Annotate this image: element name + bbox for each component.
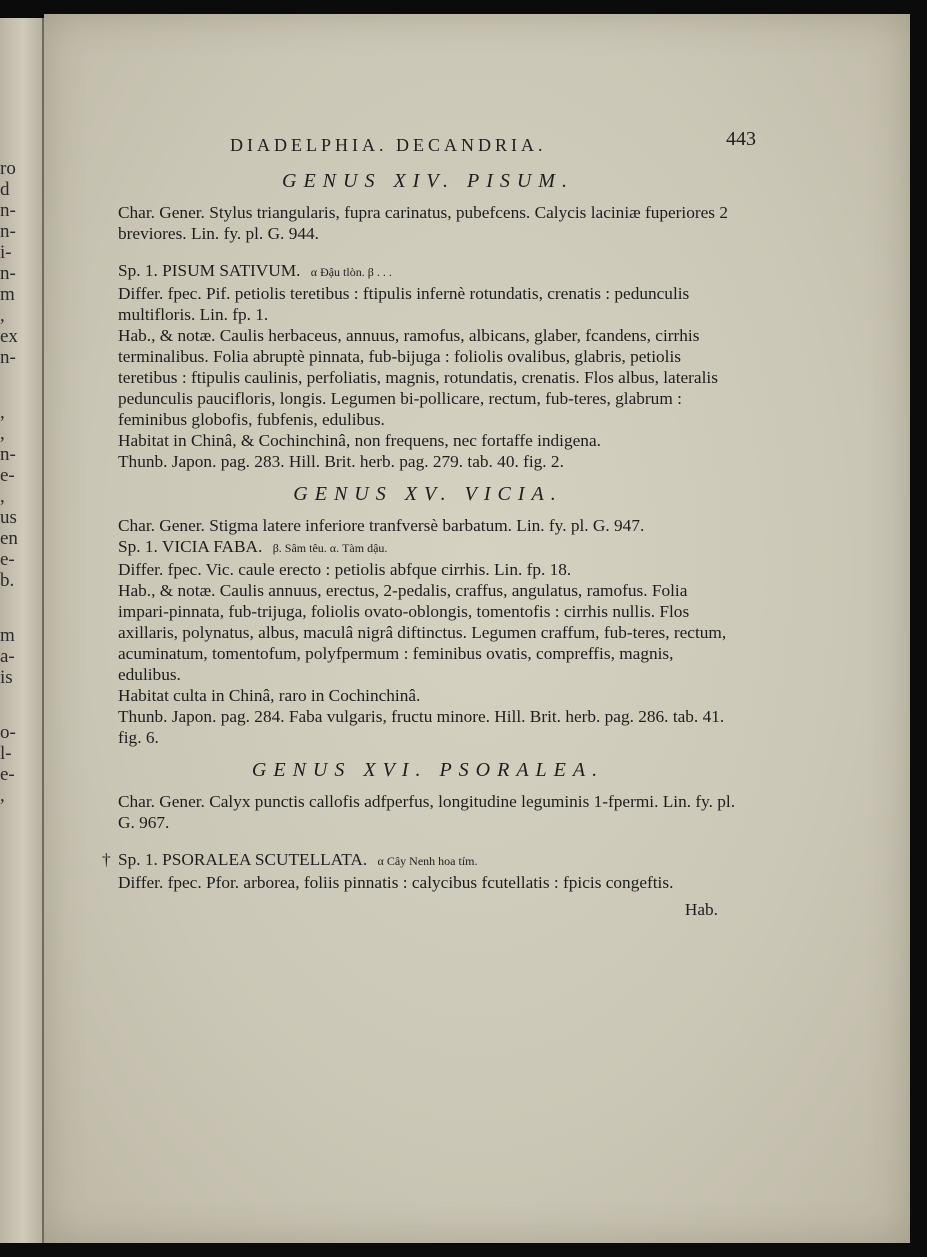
left-page-fragment: n- <box>0 200 16 221</box>
running-title: DIADELPHIA. DECANDRIA. <box>230 135 547 155</box>
catchword: Hab. <box>684 900 718 919</box>
left-page-fragment: n- <box>0 221 16 242</box>
left-page-fragment: , <box>0 402 5 423</box>
left-page-fragment: , <box>0 785 5 806</box>
habitus-notes: Hab., & notæ. Caulis annuus, erectus, 2-pedalis, craffus, angulatus, ramofus. Folia impari-pinnata, fub-trijuga, foliolis ovato-oblongis, tomentofis : cirrhis nullis. Flos axillaris, polynatus, albus, maculâ nigrâ diftinctus. Legumen craffum, fub-teres, rectum, acuminatum, tomentofum, polyfpermum : feminibus ovatis, compreffis, magnis, edulibus. <box>118 581 727 684</box>
left-page-fragment: , <box>0 305 5 326</box>
char-label: Char. Gener. <box>118 203 205 222</box>
left-page-fragment: a- <box>0 646 15 667</box>
species-label: Sp. 1. PSORALEA SCUTELLATA. <box>118 850 368 869</box>
left-page-fragment: , <box>0 486 5 507</box>
differ-spec: Differ. fpec. Pif. petiolis teretibus : ftipulis infernè rotundatis, crenatis : pedunculis multifloris. Lin. fp. 1. <box>118 284 690 324</box>
vernacular-name: α Đậu tlòn. β . . . <box>310 265 392 279</box>
page-content <box>102 128 756 920</box>
vernacular-name: α Cây Nenh hoa tím. <box>377 854 478 868</box>
left-page-fragment: en <box>0 528 18 549</box>
char-text: Calyx punctis callofis adfperfus, longitudine leguminis 1-fpermi. Lin. fy. pl. G. 967. <box>118 792 736 832</box>
left-page-fragment: e- <box>0 549 15 570</box>
char-text: Stigma latere inferiore tranfversè barbatum. Lin. fy. pl. G. 947. <box>209 516 645 535</box>
book-page <box>44 14 910 1243</box>
left-page-fragment: b. <box>0 570 15 591</box>
genus-heading: GENUS XVI. PSORALEA. <box>251 759 605 781</box>
char-text: Stylus triangularis, fupra carinatus, pubefcens. Calycis laciniæ fuperiores 2 breviores. Lin. fy. pl. G. 944. <box>118 203 728 243</box>
left-page-fragment: e- <box>0 764 15 785</box>
species-line <box>118 260 738 283</box>
species-line <box>118 536 738 559</box>
habitat: Habitat culta in Chinâ, raro in Cochinchinâ. <box>118 686 421 705</box>
char-gener <box>118 202 738 244</box>
left-page-fragment: m <box>0 284 15 305</box>
left-page-fragment: is <box>0 667 13 688</box>
habitat: Habitat in Chinâ, & Cochinchinâ, non frequens, nec fortaffe indigena. <box>118 431 601 450</box>
genus-heading: GENUS XV. VICIA. <box>293 483 563 505</box>
references: Thunb. Japon. pag. 283. Hill. Brit. herb. pag. 279. tab. 40. fig. 2. <box>118 452 564 471</box>
left-page-fragment: m <box>0 625 15 646</box>
page-number: 443 <box>726 128 756 150</box>
species-label: Sp. 1. PISUM SATIVUM. <box>118 261 301 280</box>
differ-spec: Differ. fpec. Pfor. arborea, foliis pinnatis : calycibus fcutellatis : fpicis congeftis. <box>118 873 674 892</box>
left-page-fragment: ex <box>0 326 18 347</box>
vernacular-name: β. Sâm têu. α. Tàm dậu. <box>272 541 388 555</box>
habitus-notes: Hab., & notæ. Caulis herbaceus, annuus, ramofus, albicans, glaber, fcandens, cirrhis terminalibus. Folia abruptè pinnata, fub-bijuga : foliolis ovalibus, glabris, petiolis teretibus : ftipulis caulinis, perfoliatis, magnis, rotundatis, crenatis. Flos albus, lateralis pedunculis paucifloris, longis. Legumen bi-pollicare, rectum, fub-teres, glabrum : feminibus globofis, fubfenis, edulibus. <box>118 326 718 429</box>
species-line <box>102 849 738 872</box>
references: Thunb. Japon. pag. 284. Faba vulgaris, fructu minore. Hill. Brit. herb. pag. 286. tab. 41. fig. 6. <box>118 707 725 747</box>
left-page-fragment: us <box>0 507 17 528</box>
adjacent-left-page <box>0 18 44 1243</box>
char-label: Char. Gener. <box>118 792 205 811</box>
char-gener <box>118 515 738 536</box>
left-page-fragment: n- <box>0 263 16 284</box>
left-page-fragment: d <box>0 179 10 200</box>
left-page-fragment: ro <box>0 158 16 179</box>
left-page-fragment: e- <box>0 465 15 486</box>
left-page-fragment: i- <box>0 242 12 263</box>
species-label: Sp. 1. VICIA FABA. <box>118 537 263 556</box>
left-page-fragment: n- <box>0 347 16 368</box>
char-label: Char. Gener. <box>118 516 205 535</box>
running-head <box>118 128 756 159</box>
left-page-fragment: l- <box>0 743 12 764</box>
left-page-fragment: o- <box>0 722 16 743</box>
genus-heading: GENUS XIV. PISUM. <box>282 170 574 192</box>
left-page-fragment: , <box>0 423 5 444</box>
left-page-fragment: n- <box>0 444 16 465</box>
dagger-mark: † <box>102 850 111 869</box>
char-gener <box>118 791 738 833</box>
differ-spec: Differ. fpec. Vic. caule erecto : petiolis abfque cirrhis. Lin. fp. 18. <box>118 560 572 579</box>
